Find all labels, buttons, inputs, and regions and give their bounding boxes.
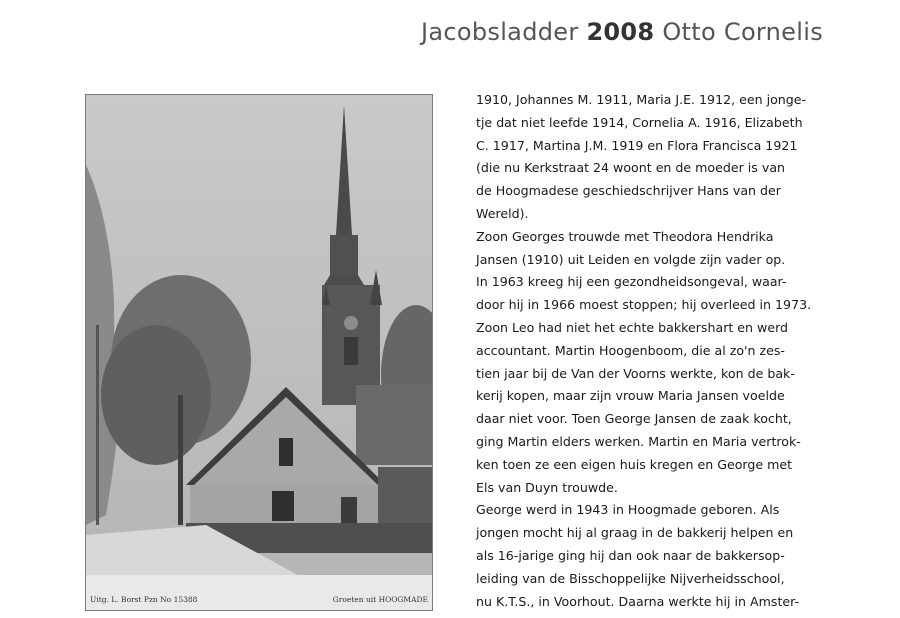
photo-publisher-caption: Uitg. L. Borst Pzn No 15388: [90, 595, 198, 604]
text-line: Wereld).: [476, 205, 529, 221]
text-line: door hij in 1966 moest stoppen; hij overleed in 1973.: [476, 297, 812, 313]
text-line: ging Martin elders werken. Martin en Maria vertrok-: [476, 433, 801, 449]
text-line: C. 1917, Martina J.M. 1919 en Flora Francisca 1921: [476, 137, 798, 153]
text-line: daar niet voor. Toen George Jansen de zaak kocht,: [476, 411, 792, 427]
page-title: [421, 18, 823, 46]
text-line: In 1963 kreeg hij een gezondheidsongeval, waar-: [476, 274, 787, 290]
text-line: (die nu Kerkstraat 24 woont en de moeder is van: [476, 160, 786, 176]
text-line: tien jaar bij de Van der Voorns werkte, kon de bak-: [476, 365, 795, 381]
text-line: ken toen ze een eigen huis kregen en George met: [476, 456, 793, 472]
historic-photo-church-hoogmade: [85, 94, 433, 611]
text-line: Zoon Georges trouwde met Theodora Hendrika: [476, 228, 774, 244]
photo-greeting-caption: Groeten uit HOOGMADE: [332, 595, 428, 604]
text-line: George werd in 1943 in Hoogmade geboren. Als: [476, 502, 780, 518]
text-line: 1910, Johannes M. 1911, Maria J.E. 1912, een jonge-: [476, 92, 807, 107]
text-line: Els van Duyn trouwde.: [476, 479, 618, 495]
title-year: 2008: [586, 18, 655, 46]
text-line: nu K.T.S., in Voorhout. Daarna werkte hij in Amster-: [476, 593, 800, 609]
article-text: [476, 89, 828, 613]
text-line: als 16-jarige ging hij dan ook naar de bakkersop-: [476, 547, 785, 563]
title-prefix: Jacobsladder: [421, 18, 587, 46]
text-line: kerij kopen, maar zijn vrouw Maria Jansen voelde: [476, 388, 785, 404]
text-line: tje dat niet leefde 1914, Cornelia A. 1916, Elizabeth: [476, 114, 803, 130]
text-line: Zoon Leo had niet het echte bakkershart en werd: [476, 319, 789, 335]
title-suffix: Otto Cornelis: [654, 18, 823, 46]
text-line: Jansen (1910) uit Leiden en volgde zijn vader op.: [476, 251, 786, 267]
text-line: leiding van de Bisschoppelijke Nijverheidsschool,: [476, 570, 785, 586]
text-line: accountant. Martin Hoogenboom, die al zo'n zes-: [476, 342, 785, 358]
text-line: jongen mocht hij al graag in de bakkerij helpen en: [476, 525, 794, 541]
text-line: de Hoogmadese geschiedschrijver Hans van der: [476, 183, 781, 199]
photo-illustration: [86, 95, 432, 610]
